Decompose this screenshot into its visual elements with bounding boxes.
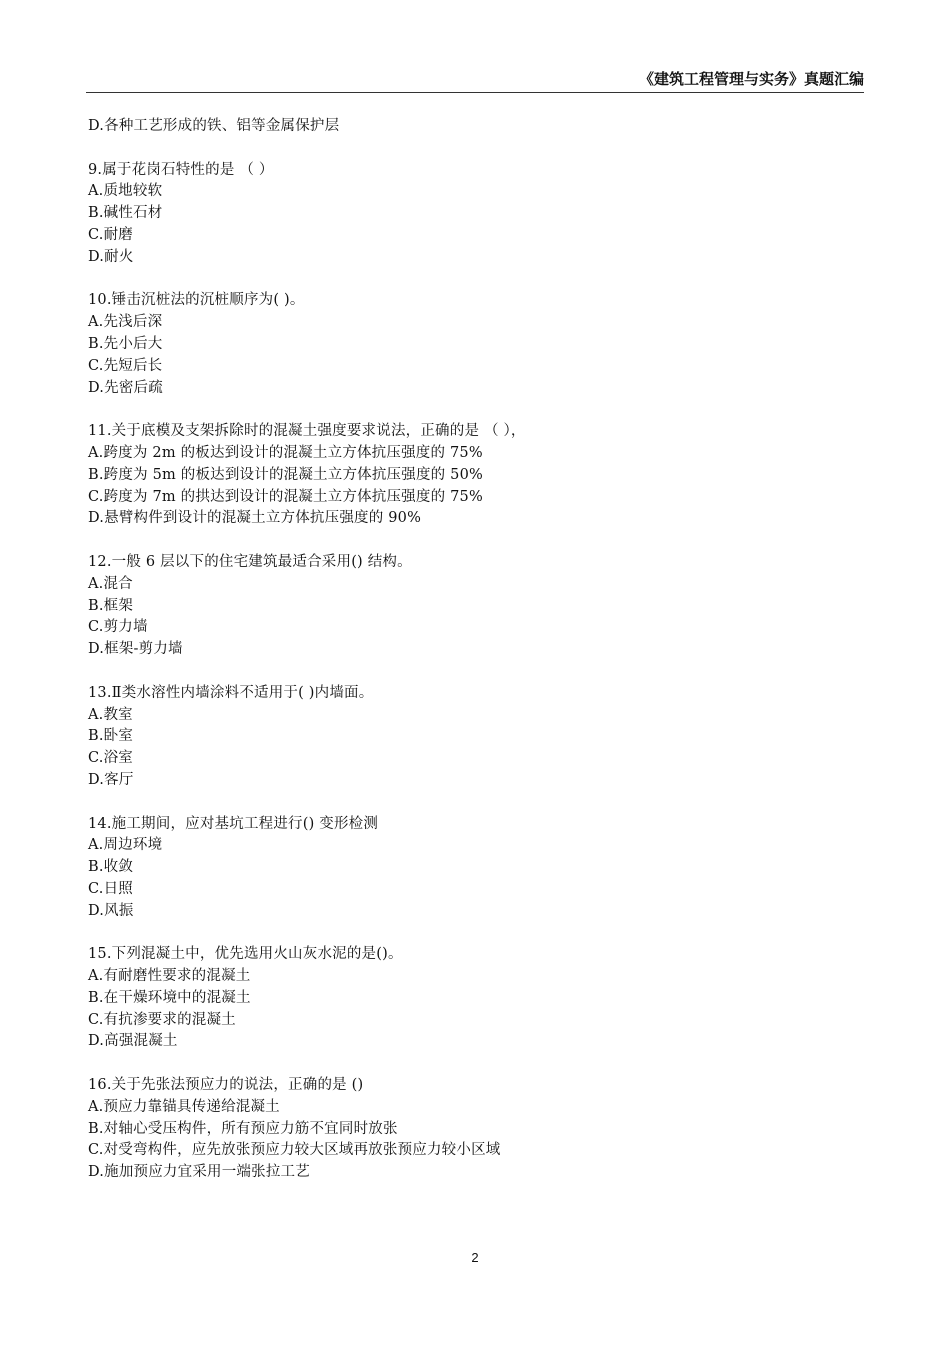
option-d: D.耐火: [88, 248, 134, 265]
spacer: [88, 792, 868, 814]
option-d: D.客厅: [88, 771, 134, 788]
question-block-15: [88, 944, 868, 1053]
option-a: A.跨度为 2m 的板达到设计的混凝土立方体抗压强度的 75%: [88, 444, 483, 461]
option-d: D.高强混凝土: [88, 1033, 178, 1050]
spacer: [88, 661, 868, 683]
option-c: C.日照: [88, 880, 133, 897]
option-c: C.跨度为 7m 的拱达到设计的混凝土立方体抗压强度的 75%: [88, 488, 483, 505]
option-c: C.对受弯构件，应先放张预应力较大区域再放张预应力较小区域: [88, 1142, 501, 1159]
option-a: A.预应力靠锚具传递给混凝土: [88, 1098, 280, 1115]
question-stem: 9.属于花岗石特性的是 （ ）: [88, 161, 274, 178]
header-title: 《建筑工程管理与实务》真题汇编: [638, 70, 864, 88]
option-b: B.对轴心受压构件，所有预应力筋不宜同时放张: [88, 1120, 398, 1137]
question-block-11: [88, 421, 868, 530]
option-c: C.有抗渗要求的混凝土: [88, 1011, 236, 1028]
spacer: [88, 1053, 868, 1075]
spacer: [88, 269, 868, 291]
option-c: C.耐磨: [88, 226, 133, 243]
option-a: A.混合: [88, 575, 133, 592]
spacer: [88, 138, 868, 160]
page-content: [88, 116, 868, 1184]
question-block-14: [88, 814, 868, 923]
spacer: [88, 530, 868, 552]
question-block-10: [88, 290, 868, 399]
spacer: [88, 922, 868, 944]
option-a: A.周边环境: [88, 837, 163, 854]
option-d: D.施加预应力宜采用一端张拉工艺: [88, 1164, 310, 1181]
question-block-13: [88, 683, 868, 792]
option-a: A.有耐磨性要求的混凝土: [88, 968, 251, 985]
question-stem: 16.关于先张法预应力的说法，正确的是 (): [88, 1077, 364, 1094]
page-number: 2: [471, 1250, 479, 1265]
option-c: C.先短后长: [88, 357, 163, 374]
option-d: D.框架-剪力墙: [88, 641, 183, 658]
question-block-16: [88, 1075, 868, 1184]
question-stem: 14.施工期间，应对基坑工程进行() 变形检测: [88, 815, 379, 832]
question-stem: 13.Ⅱ类水溶性内墙涂料不适用于( )内墙面。: [88, 684, 374, 701]
option-b: B.先小后大: [88, 335, 163, 352]
question-stem: 11.关于底模及支架拆除时的混凝土强度要求说法，正确的是 （ ），: [88, 423, 526, 440]
option-b: B.跨度为 5m 的板达到设计的混凝土立方体抗压强度的 50%: [88, 466, 483, 483]
question-block-12: [88, 552, 868, 661]
option-b: B.碱性石材: [88, 205, 163, 222]
option-b: B.在干燥环境中的混凝土: [88, 989, 251, 1006]
option-b: B.框架: [88, 597, 134, 614]
question-block-9: [88, 160, 868, 269]
previous-question-option-d: D.各种工艺形成的铁、铝等金属保护层: [88, 118, 340, 134]
spacer: [88, 399, 868, 421]
option-a: A.质地较软: [88, 183, 163, 200]
option-d: D.风振: [88, 902, 134, 919]
option-d: D.悬臂构件到设计的混凝土立方体抗压强度的 90%: [88, 510, 422, 527]
option-a: A.先浅后深: [88, 314, 163, 331]
question-stem: 15.下列混凝土中，优先选用火山灰水泥的是()。: [88, 946, 403, 963]
option-c: C.浴室: [88, 750, 133, 767]
option-d: D.先密后疏: [88, 379, 163, 396]
question-stem: 12.一般 6 层以下的住宅建筑最适合采用() 结构。: [88, 553, 412, 570]
question-stem: 10.锤击沉桩法的沉桩顺序为( )。: [88, 292, 305, 309]
option-c: C.剪力墙: [88, 619, 148, 636]
option-a: A.教室: [88, 706, 133, 723]
option-b: B.收敛: [88, 859, 134, 876]
option-b: B.卧室: [88, 728, 134, 745]
page-header: [86, 70, 864, 93]
